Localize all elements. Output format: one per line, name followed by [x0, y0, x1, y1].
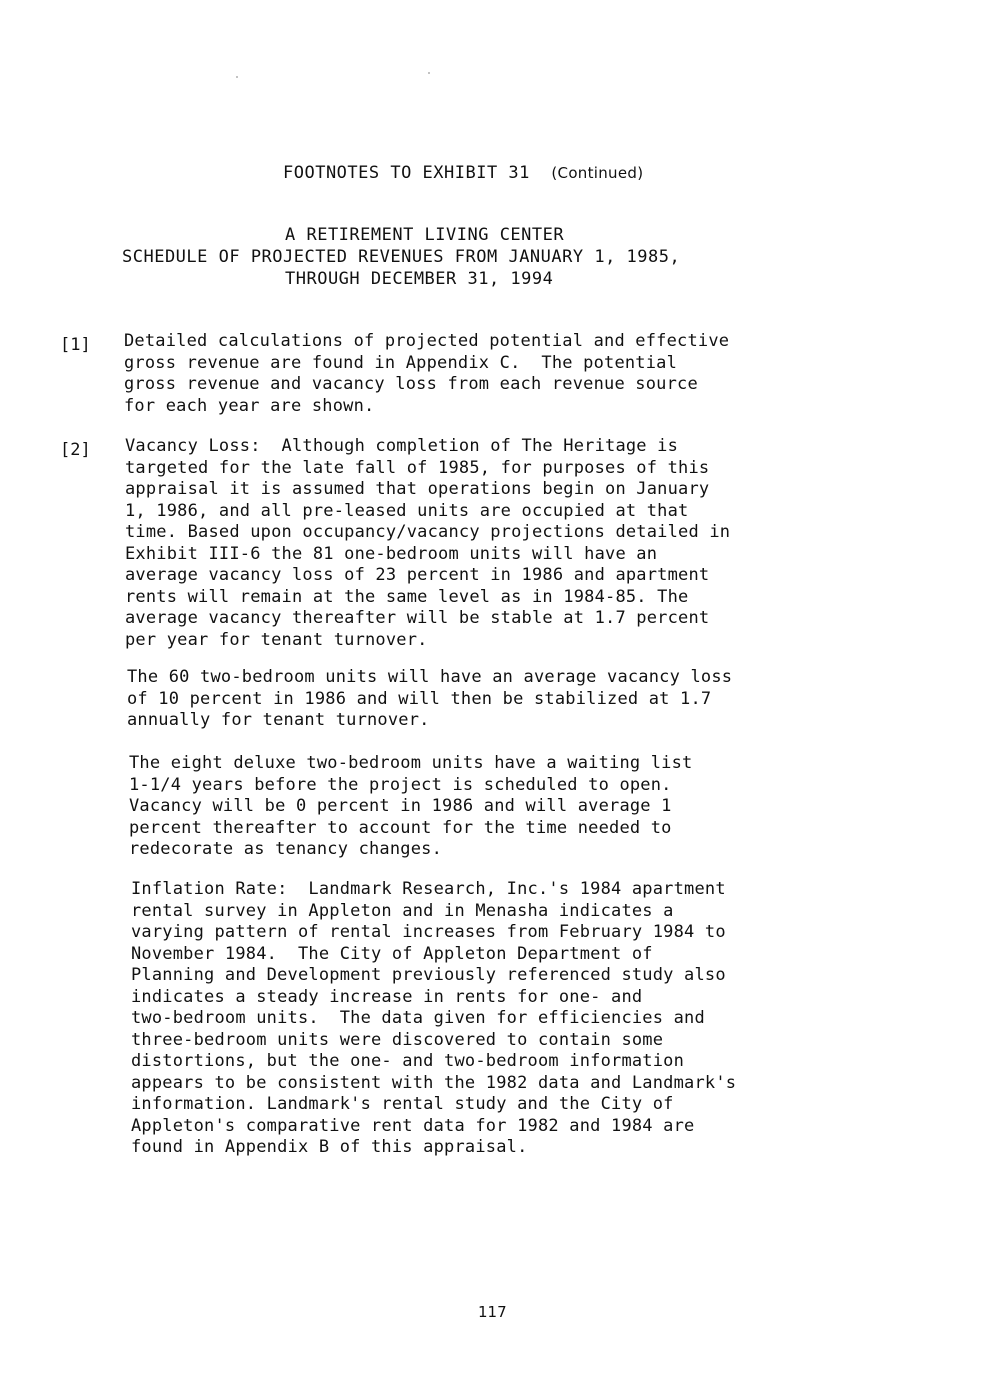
footnote-number-2: [2] [60, 440, 91, 460]
footnote-2-two-bedroom: The 60 two-bedroom units will have an average vacancy loss of 10 percent in 1986 and will then be stabilized at 1.7 annually for tenant turnover. [127, 667, 733, 730]
footnote-1-text: Detailed calculations of projected potential and effective gross revenue are found in Appendix C. The potential gross revenue and vacancy loss from each revenue source for each year are shown. [124, 331, 730, 416]
subtitle-date-range: THROUGH DECEMBER 31, 1994 [285, 269, 554, 289]
footnote-2-deluxe-units: The eight deluxe two-bedroom units have a waiting list 1-1/4 years before the project is scheduled to open. Vacancy will be 0 percent in 1986 and will average 1 percent thereafter to account for the time needed to redecorate as tenancy changes. [129, 753, 693, 859]
subtitle-center-name: A RETIREMENT LIVING CENTER [285, 225, 565, 245]
footnote-2-inflation-rate: Inflation Rate: Landmark Research, Inc.'s 1984 apartment rental survey in Appleton and in Menasha indicates a varying pattern of rental increases from February 1984 to November 1984. The City of Appleton Department of Planning and Development previously referenced study also indicates a steady increase in rents for one- and two-bedroom units. The data given for efficiencies and three-bedroom units were discovered to contain some distortions, but the one- and two-bedroom information appears to be consistent with the 1982 data and Landmark's information. Landmark's rental study and the City of Appleton's comparative rent data for 1982 and 1984 are found in Appendix B of this appraisal. [131, 879, 737, 1157]
exhibit-title: FOOTNOTES TO EXHIBIT 31 [283, 163, 530, 183]
page-number: 117 [478, 1303, 507, 1321]
continued-label: (Continued) [551, 164, 644, 182]
footnote-number-1: [1] [60, 335, 91, 355]
scan-speck [236, 76, 238, 78]
footnote-2-vacancy-loss: Vacancy Loss: Although completion of The Heritage is targeted for the late fall of 1985, for purposes of this appraisal it is assumed that operations begin on January 1, 1986, and all pre-leased units are occupied at that time. Based upon occupancy/vacancy projections detailed in Exhibit III-6 the 81 one-bedroom units will have an average vacancy loss of 23 percent in 1986 and apartment rents will remain at the same level as in 1984-85. The average vacancy thereafter will be stable at 1.7 percent per year for tenant turnover. [125, 436, 731, 650]
scan-speck [428, 72, 430, 74]
subtitle-schedule: SCHEDULE OF PROJECTED REVENUES FROM JANUARY 1, 1985, [122, 247, 681, 267]
exhibit-title-line [283, 163, 643, 183]
